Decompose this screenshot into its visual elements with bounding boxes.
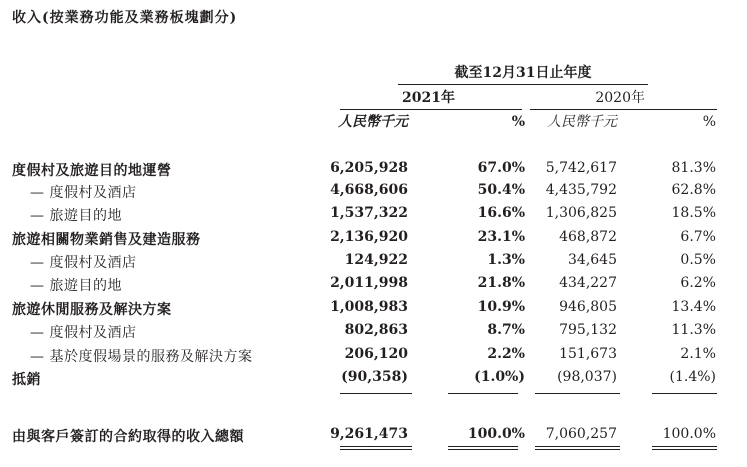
- percent-2021: 2.2%: [487, 346, 525, 362]
- value-2021: 124,922: [344, 252, 408, 268]
- subtotal-rule-pct-2021: [448, 393, 518, 394]
- value-2021: 802,863: [344, 322, 408, 338]
- value-2021: 2,136,920: [330, 229, 408, 245]
- percent-2021: 8.7%: [487, 322, 525, 338]
- total-value-2021: 9,261,473: [330, 426, 408, 442]
- value-2020: 34,645: [568, 252, 617, 268]
- year-2021-header: 2021年: [402, 90, 455, 106]
- value-2021: 2,011,998: [330, 275, 408, 291]
- unit-pct-2021: %: [511, 114, 525, 130]
- table-row: [0, 299, 747, 320]
- subtotal-rule-value-2020: [535, 393, 620, 394]
- row-label: — 度假村及酒店: [30, 325, 137, 341]
- total-row: [0, 426, 747, 447]
- value-2021: 1,008,983: [330, 299, 408, 315]
- percent-2020: 6.7%: [680, 229, 716, 245]
- table-row: [0, 205, 747, 226]
- total-double-rule-value-2021-b: [340, 449, 412, 450]
- total-double-rule-value-2020-b: [535, 449, 620, 450]
- percent-2020: 13.4%: [671, 299, 716, 315]
- table-row: [0, 322, 747, 343]
- value-2020: 434,227: [559, 275, 617, 291]
- value-2020: 151,673: [559, 346, 617, 362]
- year-2020-underline: [530, 109, 717, 110]
- value-2020: 5,742,617: [545, 160, 617, 176]
- row-label: — 旅遊目的地: [30, 208, 122, 224]
- value-2021: 1,537,322: [330, 205, 408, 221]
- percent-2020: 62.8%: [671, 182, 716, 198]
- row-label: 旅遊休閒服務及解決方案: [12, 302, 172, 318]
- percent-2020: 6.2%: [680, 275, 716, 291]
- total-percent-2020: 100.0%: [662, 426, 716, 442]
- table-row: [0, 346, 747, 367]
- value-2021: 6,205,928: [330, 160, 408, 176]
- total-label: 由與客戶簽訂的合約取得的收入總額: [12, 429, 244, 445]
- percent-2021: 67.0%: [477, 160, 525, 176]
- percent-2021: 1.3%: [487, 252, 525, 268]
- total-double-rule-value-2020-a: [535, 446, 620, 447]
- period-underline: [398, 84, 648, 85]
- row-label: — 度假村及酒店: [30, 185, 137, 201]
- unit-rmb-2021: 人民幣千元: [338, 114, 408, 130]
- percent-2021: (1.0%): [474, 369, 525, 385]
- table-title: 收入(按業務功能及業務板塊劃分): [12, 10, 238, 26]
- percent-2021: 16.6%: [477, 205, 525, 221]
- table-row: [0, 275, 747, 296]
- percent-2021: 10.9%: [477, 299, 525, 315]
- table-row: [0, 160, 747, 181]
- percent-2020: 2.1%: [680, 346, 716, 362]
- row-label: 旅遊相關物業銷售及建造服務: [12, 232, 201, 248]
- percent-2020: (1.4%): [669, 369, 716, 385]
- total-double-rule-pct-2020-b: [652, 449, 717, 450]
- unit-pct-2020: %: [702, 114, 716, 130]
- table-row: [0, 252, 747, 273]
- row-label: 抵銷: [12, 372, 41, 388]
- percent-2020: 81.3%: [671, 160, 716, 176]
- row-label: — 基於度假場景的服務及解決方案: [30, 349, 253, 365]
- table-row: [0, 369, 747, 390]
- value-2021: 4,668,606: [330, 182, 408, 198]
- period-header: 截至12月31日止年度: [454, 65, 592, 81]
- percent-2021: 50.4%: [477, 182, 525, 198]
- table-row: [0, 182, 747, 203]
- value-2020: (98,037): [557, 369, 617, 385]
- year-2021-underline: [340, 109, 522, 110]
- value-2021: (90,358): [341, 369, 408, 385]
- subtotal-rule-value-2021: [340, 393, 412, 394]
- total-double-rule-pct-2021-a: [448, 446, 518, 447]
- total-value-2020: 7,060,257: [545, 426, 617, 442]
- row-label: — 度假村及酒店: [30, 255, 137, 271]
- row-label: 度假村及旅遊目的地運營: [12, 163, 172, 179]
- value-2020: 1,306,825: [545, 205, 617, 221]
- total-double-rule-pct-2020-a: [652, 446, 717, 447]
- value-2020: 468,872: [559, 229, 617, 245]
- table-row: [0, 229, 747, 250]
- value-2021: 206,120: [344, 346, 408, 362]
- total-double-rule-pct-2021-b: [448, 449, 518, 450]
- year-2020-header: 2020年: [595, 90, 645, 106]
- value-2020: 946,805: [559, 299, 617, 315]
- value-2020: 795,132: [559, 322, 617, 338]
- total-double-rule-value-2021-a: [340, 446, 412, 447]
- percent-2020: 0.5%: [680, 252, 716, 268]
- percent-2021: 21.8%: [477, 275, 525, 291]
- row-label: — 旅遊目的地: [30, 278, 122, 294]
- total-percent-2021: 100.0%: [467, 426, 525, 442]
- percent-2021: 23.1%: [477, 229, 525, 245]
- percent-2020: 11.3%: [671, 322, 716, 338]
- subtotal-rule-pct-2020: [652, 393, 717, 394]
- value-2020: 4,435,792: [545, 182, 617, 198]
- unit-rmb-2020: 人民幣千元: [547, 114, 617, 130]
- percent-2020: 18.5%: [671, 205, 716, 221]
